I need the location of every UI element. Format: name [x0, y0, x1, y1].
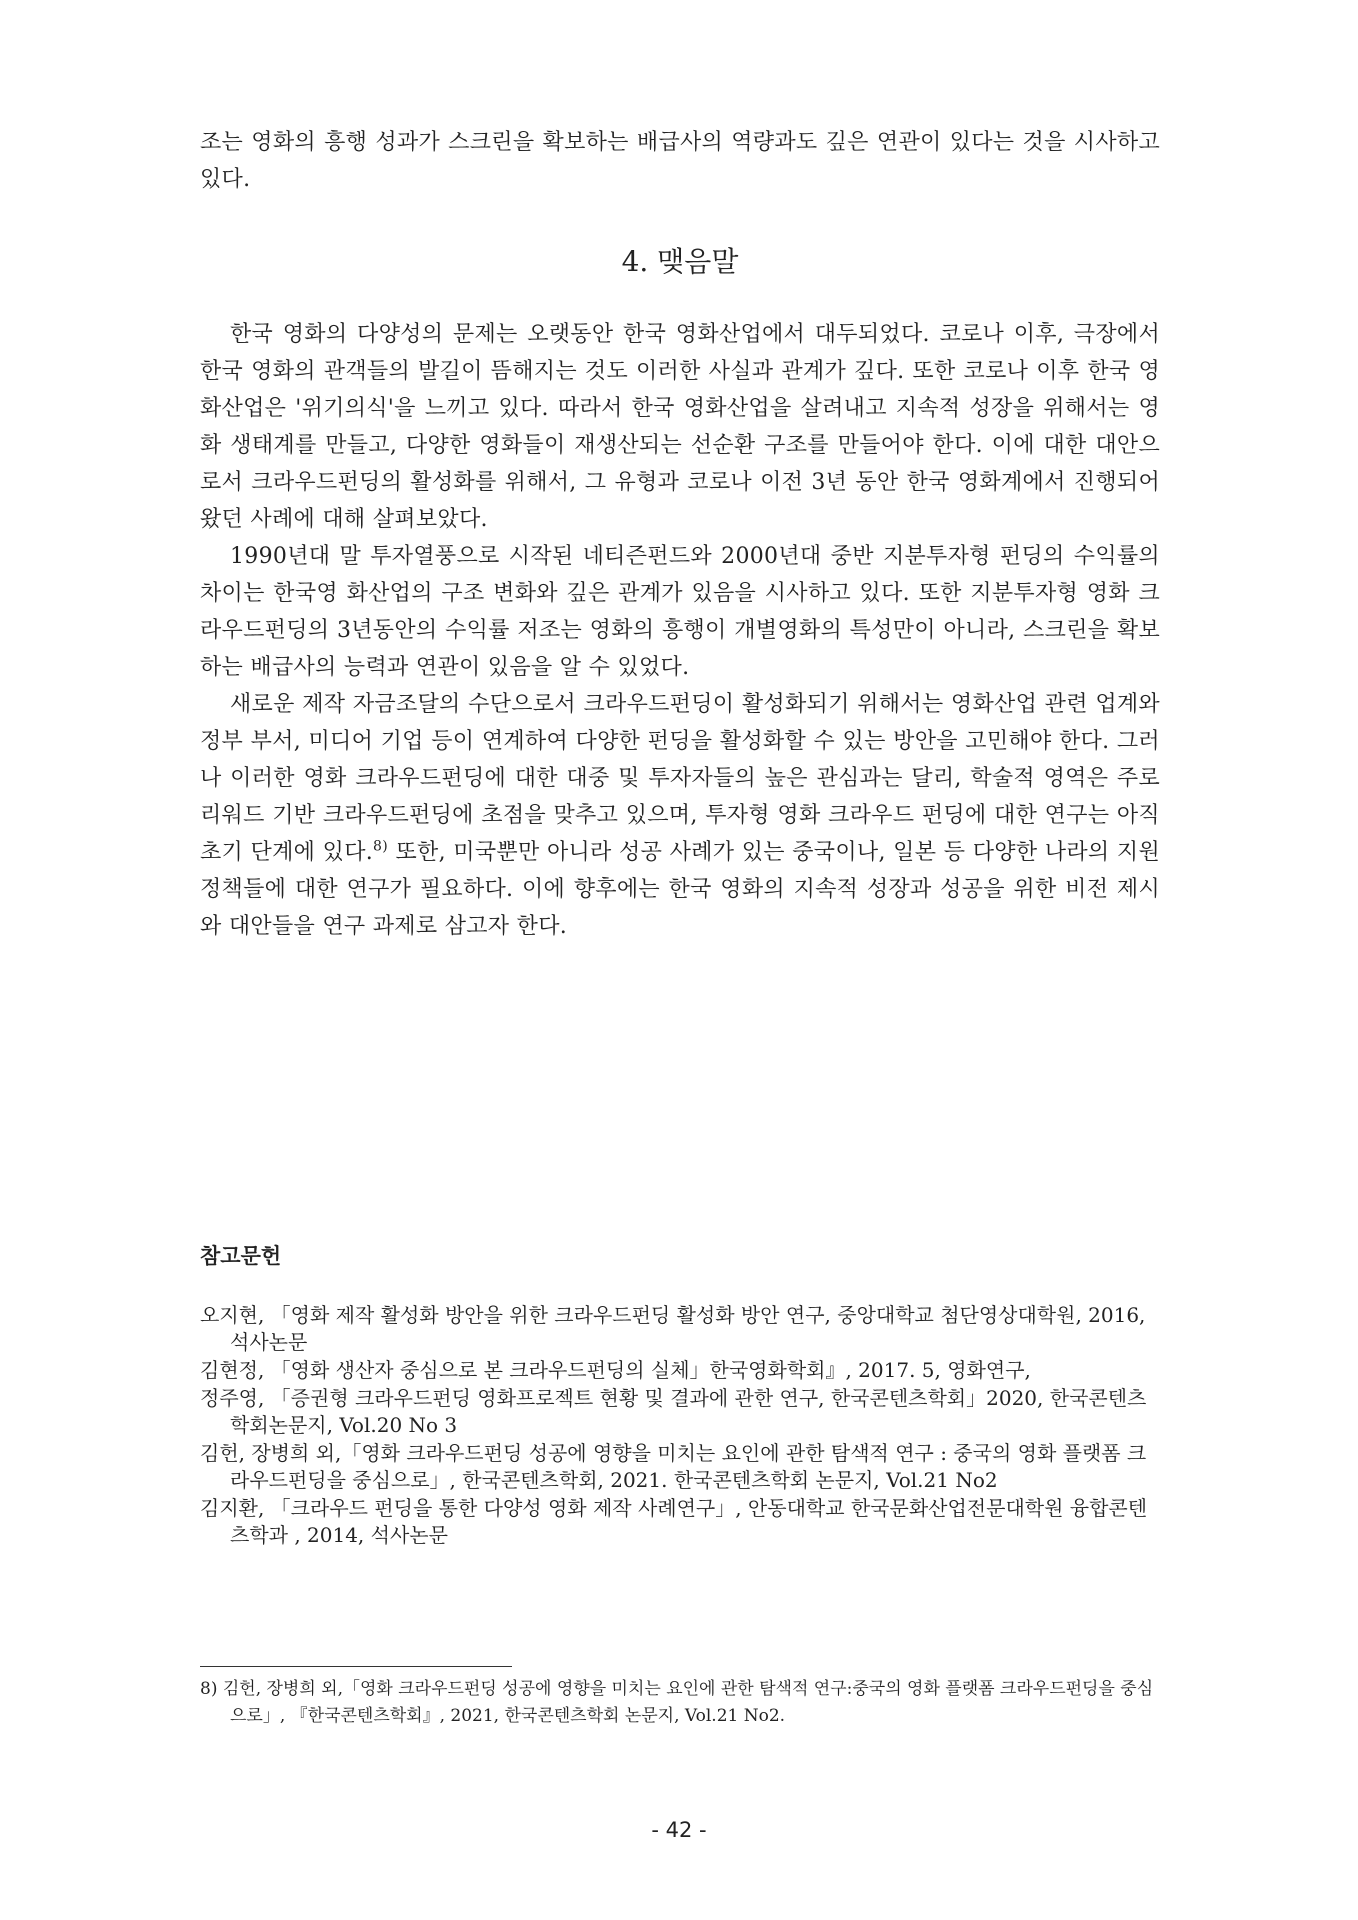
conclusion-paragraph-3 — [200, 686, 1160, 945]
page-number: - 42 - — [651, 1818, 707, 1842]
footnote-reference[interactable]: 8) — [373, 838, 389, 855]
reference-item: 김현정, 「영화 생산자 중심으로 본 크라우드펀딩의 실체」한국영화학회』, 2017. 5, 영화연구, — [200, 1358, 1031, 1382]
footnote-divider — [200, 1666, 512, 1667]
continued-paragraph: 조는 영화의 흥행 성과가 스크린을 확보하는 배급사의 역량과도 깊은 연관이 있다는 것을 시사하고 있다. — [200, 130, 1160, 192]
paragraph-text-continued: 또한, 미국뿐만 아니라 성공 사례가 있는 중국이나, 일본 등 다양한 나라의 지원 정책들에 대한 연구가 필요하다. 이에 향후에는 한국 영화의 지속적 성장과 성공을 위한 비전 제시와 대안들을 연구 과제로 삼고자 한다. — [200, 840, 1161, 939]
conclusion-paragraph-2: 1990년대 말 투자열풍으로 시작된 네티즌펀드와 2000년대 중반 지분투자형 펀딩의 수익률의 차이는 한국영 화산업의 구조 변화와 깊은 관계가 있음을 시사하고 있다. 또한 지분투자형 영화 크라우드펀딩의 3년동안의 수익률 저조는 영화의 흥행이 개별영화의 특성만이 아니라, 스크린을 확보하는 배급사의 능력과 연관이 있음을 알 수 있었다. — [200, 544, 1160, 680]
reference-item: 정주영, 「증권형 크라우드펀딩 영화프로젝트 현황 및 결과에 관한 연구, 한국콘텐츠학회」2020, 한국콘텐츠학회논문지, Vol.20 No 3 — [200, 1386, 1147, 1437]
section-heading: 4. 맺음말 — [621, 245, 739, 278]
reference-item: 김지환, 「크라우드 펀딩을 통한 다양성 영화 제작 사례연구」, 안동대학교 한국문화산업전문대학원 융합콘텐츠학과 , 2014, 석사논문 — [200, 1496, 1148, 1547]
references-heading: 참고문헌 — [200, 1244, 282, 1268]
paragraph-text: 새로운 제작 자금조달의 수단으로서 크라우드펀딩이 활성화되기 위해서는 영화산업 관련 업계와 정부 부서, 미디어 기업 등이 연계하여 다양한 펀딩을 활성화할 수 있는 방안을 고민해야 한다. 그러나 이러한 영화 크라우드펀딩에 대한 대중 및 투자자들의 높은 관심과는 달리, 학술적 영역은 주로 리워드 기반 크라우드펀딩에 초점을 맞추고 있으며, 투자형 영화 크라우드 펀딩에 대한 연구는 아직 초기 단계에 있다. — [200, 692, 1160, 865]
conclusion-paragraph-1: 한국 영화의 다양성의 문제는 오랫동안 한국 영화산업에서 대두되었다. 코로나 이후, 극장에서 한국 영화의 관객들의 발길이 뜸해지는 것도 이러한 사실과 관계가 깊다. 또한 코로나 이후 한국 영화산업은 '위기의식'을 느끼고 있다. 따라서 한국 영화산업을 살려내고 지속적 성장을 위해서는 영화 생태계를 만들고, 다양한 영화들이 재생산되는 선순환 구조를 만들어야 한다. 이에 대한 대안으로서 크라우드펀딩의 활성화를 위해서, 그 유형과 코로나 이전 3년 동안 한국 영화계에서 진행되어왔던 사례에 대해 살펴보았다. — [200, 322, 1160, 532]
footnote: 8) 김헌, 장병희 외,「영화 크라우드펀딩 성공에 영향을 미치는 요인에 관한 탐색적 연구:중국의 영화 플랫폼 크라우드펀딩을 중심으로」, 『한국콘텐츠학회』, 2021, 한국콘텐츠학회 논문지, Vol.21 No2. — [200, 1679, 1154, 1726]
reference-list — [200, 1302, 1160, 1550]
reference-item: 김헌, 장병희 외,「영화 크라우드펀딩 성공에 영향을 미치는 요인에 관한 탐색적 연구 : 중국의 영화 플랫폼 크라우드펀딩을 중심으로」, 한국콘텐츠학회, 2021. 한국콘텐츠학회 논문지, Vol.21 No2 — [200, 1441, 1147, 1492]
reference-item: 오지현, 「영화 제작 활성화 방안을 위한 크라우드펀딩 활성화 방안 연구, 중앙대학교 첨단영상대학원, 2016, 석사논문 — [200, 1303, 1146, 1354]
